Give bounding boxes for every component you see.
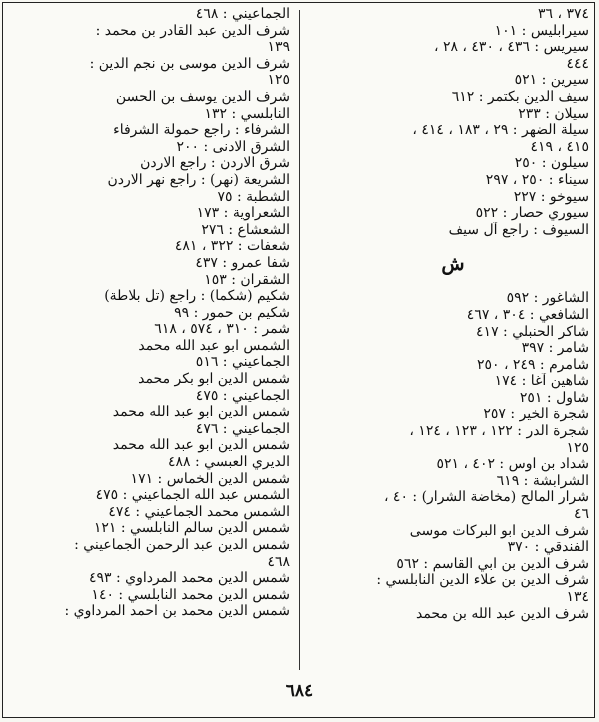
index-entry: ١٣٩ — [267, 39, 290, 56]
index-entry: شرف الدين موسى بن نجم الدين : — [89, 55, 290, 72]
index-entry: شرف الدين بن علاء الدين النابلسي : — [376, 572, 589, 589]
index-entry: الشرفاء : راجع حمولة الشرفاء — [113, 122, 290, 139]
index-entry: شمر : ٣١٠ ، ٥٧٤ ، ٦١٨ — [154, 321, 290, 338]
index-entry: شرار المالح (مخاضة الشرار) : ٤٠ ، — [383, 489, 589, 506]
index-entry: شرف الدين ابو البركات موسى — [409, 522, 589, 539]
index-entry: شجرة الدر : ١٢٢ ، ١٢٣ ، ١٢٤ ، — [409, 423, 589, 440]
index-entry: شامرم : ٢٤٩ ، ٢٥٠ — [476, 356, 589, 373]
index-entry: سيرين : ٥٢١ — [514, 72, 589, 89]
column-divider — [299, 10, 300, 670]
index-entry: الشاغور : ٥٩٢ — [506, 290, 589, 307]
index-entry: الشرابشة : ٦١٩ — [496, 472, 589, 489]
index-entry: شمس الدين محمد النابلسي : ١٤٠ — [91, 586, 290, 603]
index-entry: ١٢٥ — [267, 72, 290, 89]
index-entry: سيوري حصار : ٥٢٢ — [475, 205, 589, 222]
index-entry: شفا عمرو : ٤٣٧ — [195, 254, 290, 271]
index-entry: سيلة الضهر : ٢٩ ، ١٨٣ ، ٤١٤ ، — [412, 122, 589, 139]
index-entry: شرف الدين يوسف بن الحسن — [115, 88, 290, 105]
index-entry: الشعراوية : ١٧٣ — [196, 205, 290, 222]
index-entry: سيف الدين بكتمر : ٦١٢ — [451, 88, 589, 105]
index-column-right — [317, 6, 589, 666]
index-entry: الجماعيني : ٥١٦ — [195, 354, 290, 371]
index-entry: الجماعيني : ٤٧٦ — [195, 420, 290, 437]
index-entry: شمس الدين الخماس : ١٧١ — [130, 470, 290, 487]
index-entry: سيناء : ٢٥٠ ، ٢٩٧ — [485, 171, 589, 188]
index-entry: الجماعيني : ٤٦٨ — [195, 6, 290, 22]
index-entry: الشمس محمد الجماعيني : ٤٧٤ — [108, 503, 290, 520]
index-entry: شمس الدين ابو عبد الله محمد — [112, 437, 290, 454]
index-entry: الجماعيني : ٤٧٥ — [195, 387, 290, 404]
index-entry: الديري العبسي : ٤٨٨ — [167, 454, 290, 471]
page-number: ٦٨٤ — [285, 681, 314, 701]
index-entry: شاهين آغا : ١٧٤ — [494, 373, 589, 390]
index-entry: ١٣٤ — [566, 589, 589, 605]
index-entry: شمس الدين ابو عبد الله محمد — [112, 404, 290, 421]
index-entry: سيلان : ٢٣٣ — [518, 105, 589, 122]
index-entry: شمس الدين ابو بكر محمد — [138, 371, 290, 388]
index-entry: سيرابليس : ١٠١ — [494, 22, 589, 39]
index-entry: ٤٦ — [573, 506, 589, 523]
index-entry: ٤٦٨ — [267, 553, 290, 570]
index-entry: الشعشاع : ٢٧٦ — [201, 221, 290, 238]
index-entry: الشقران : ١٥٣ — [204, 271, 290, 288]
index-entry: سيوخو : ٢٢٧ — [513, 188, 589, 205]
index-entry: شاول : ٢٥١ — [519, 389, 589, 406]
index-entry: شعفات : ٣٢٢ ، ٤٨١ — [174, 238, 290, 255]
index-entry: شمس الدين عبد الرحمن الجماعيني : — [74, 537, 290, 553]
index-entry: شرف الدين عبد القادر بن محمد : — [95, 22, 290, 39]
index-entry: شمس الدين سالم النابلسي : ١٢١ — [93, 520, 290, 537]
section-letter-heading: ش — [441, 253, 465, 276]
index-entry: شكيم بن حمور : ٩٩ — [174, 304, 290, 321]
index-entry: الشمس ابو عبد الله محمد — [138, 337, 290, 354]
index-entry: الشطبة : ٧٥ — [217, 188, 290, 205]
index-entry: شكيم (شكما) : راجع (تل بلاطة) — [104, 288, 290, 305]
index-entry: شامر : ٣٩٧ — [521, 340, 589, 357]
index-entry: شاكر الحنبلي : ٤١٧ — [476, 323, 589, 340]
index-entry: الفندقي : ٣٧٠ — [507, 539, 589, 556]
index-entry: شرق الاردن : راجع الاردن — [140, 155, 290, 172]
index-entry: شمس الدين محمد المرداوي : ٤٩٣ — [88, 570, 290, 587]
index-entry: الشريعة (نهر) : راجع نهر الاردن — [107, 171, 290, 188]
index-entry: سيلون : ٢٥٠ — [514, 155, 589, 172]
index-entry: سيريس : ٤٣٦ ، ٤٣٠ ، ٢٨ ، — [433, 39, 589, 56]
index-entry: شرف الدين عبد الله بن محمد — [415, 605, 589, 622]
index-entry: الشمس عبد الله الجماعيني : ٤٧٥ — [95, 487, 290, 504]
index-entry: الشافعي : ٣٠٤ ، ٤٦٧ — [466, 306, 589, 323]
index-entry: الشرق الادنى : ٢٠٠ — [176, 138, 290, 155]
index-entry: النابلسي : ١٣٢ — [204, 105, 290, 122]
index-entry: شداد بن اوس : ٤٠٢ ، ٥٢١ — [436, 456, 589, 473]
index-column-left — [8, 6, 290, 666]
index-entry: شرف الدين بن ابي القاسم : ٥٦٢ — [396, 555, 589, 572]
index-entry: ٣٧٤ ، ٣٦ — [537, 6, 589, 22]
index-entry: السيوف : راجع آل سيف — [448, 221, 589, 238]
index-entry: ١٢٥ — [566, 439, 589, 456]
index-entry: شجرة الخير : ٢٥٧ — [483, 406, 589, 423]
index-entry: ٤٤٤ — [566, 55, 589, 72]
index-entry: شمس الدين محمد بن احمد المرداوي : — [64, 603, 290, 620]
index-entry: ٤١٥ ، ٤١٩ — [530, 138, 589, 155]
